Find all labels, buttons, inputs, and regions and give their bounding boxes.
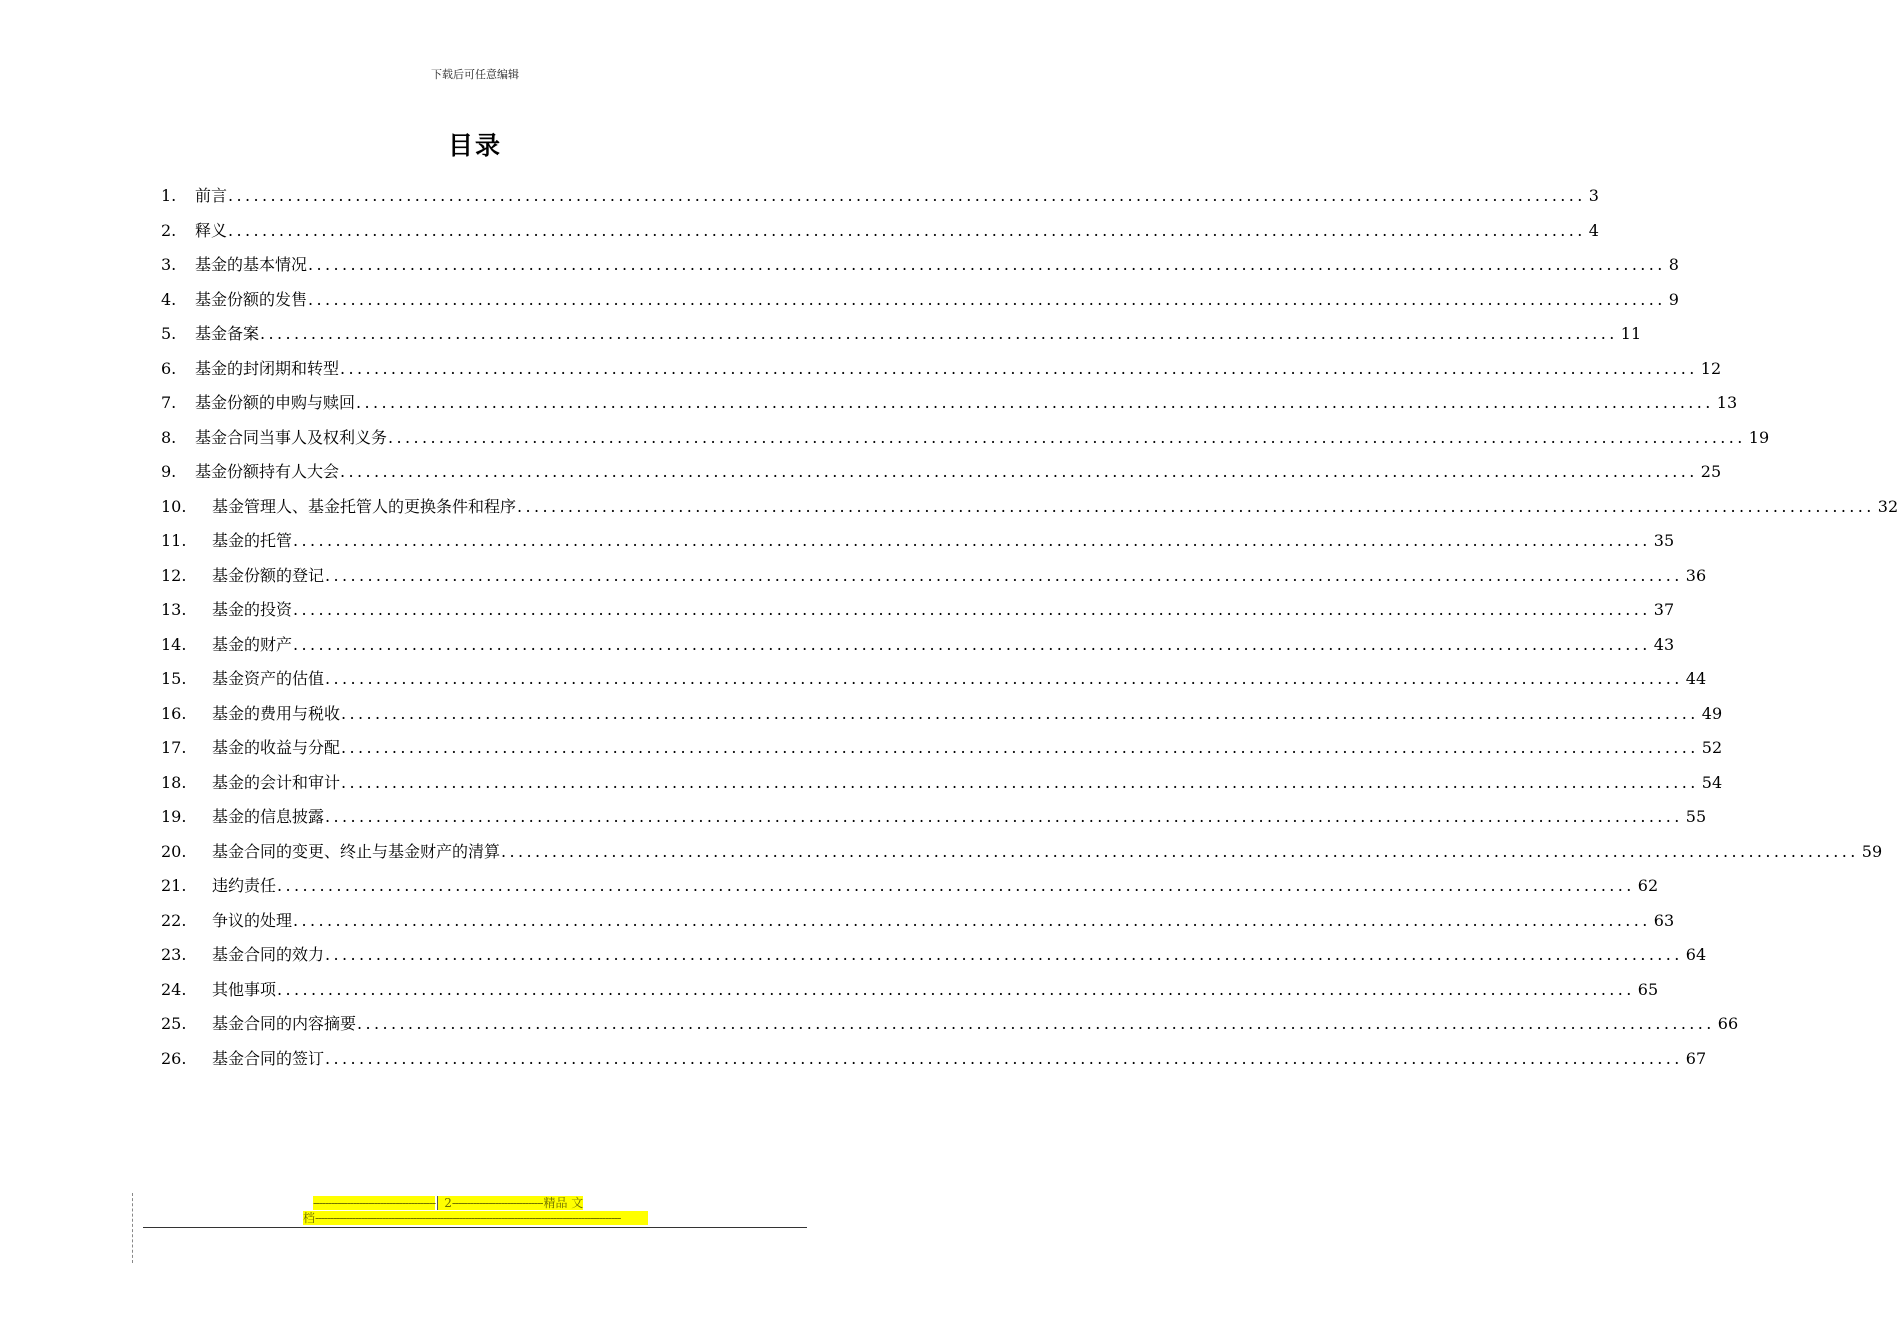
- table-of-contents: [161, 183, 1898, 1080]
- toc-entry-number: 14.: [161, 634, 187, 654]
- toc-title: 目录: [447, 131, 502, 160]
- toc-entry-label: 基金份额的登记: [212, 565, 325, 585]
- toc-dot-leader: ................................................................................................................................................................: [341, 703, 1699, 723]
- toc-entry[interactable]: [161, 252, 1679, 287]
- toc-entry[interactable]: [161, 597, 1675, 632]
- toc-entry-number: 19.: [161, 807, 187, 826]
- toc-entry-label: 基金合同的效力: [212, 945, 325, 964]
- toc-entry-number: 18.: [161, 772, 187, 792]
- toc-entry-label: 基金合同的签订: [212, 1048, 325, 1068]
- toc-entry-number: 17.: [161, 738, 187, 757]
- toc-entry[interactable]: [161, 839, 1883, 874]
- toc-dot-leader: ................................................................................................................................................................: [277, 876, 1635, 895]
- toc-entry-page: 63: [1653, 910, 1675, 930]
- toc-dot-leader: ................................................................................................................................................................: [341, 738, 1699, 757]
- toc-entry-page: 66: [1717, 1014, 1739, 1033]
- toc-entry-number: 7.: [161, 393, 177, 412]
- toc-entry-page: 12: [1700, 358, 1722, 378]
- toc-entry[interactable]: [161, 356, 1722, 391]
- toc-entry[interactable]: [161, 1046, 1707, 1081]
- toc-entry-number: 9.: [161, 462, 177, 481]
- footer-watermark-line-1: ---------------------------------------- 2------------------------------精品 文: [313, 1196, 584, 1210]
- toc-entry-label: 基金管理人、基金托管人的更换条件和程序: [212, 496, 517, 516]
- toc-dot-leader: ................................................................................................................................................................: [260, 324, 1618, 343]
- toc-entry-page: 65: [1637, 979, 1659, 999]
- toc-entry[interactable]: [161, 942, 1707, 977]
- toc-entry-page: 13: [1716, 393, 1738, 412]
- toc-entry-number: 20.: [161, 841, 187, 861]
- toc-entry[interactable]: [161, 735, 1723, 770]
- toc-entry-label: 基金的投资: [212, 600, 293, 619]
- toc-dot-leader: ................................................................................................................................................................: [325, 1048, 1683, 1068]
- toc-entry-label: 基金的封闭期和转型: [195, 358, 340, 378]
- toc-dot-leader: ................................................................................................................................................................: [388, 427, 1746, 447]
- toc-entry-label: 违约责任: [212, 876, 277, 895]
- toc-entry[interactable]: [161, 873, 1659, 908]
- toc-entry-label: 其他事项: [212, 979, 277, 999]
- toc-entry-number: 2.: [161, 220, 177, 240]
- toc-dot-leader: ................................................................................................................................................................: [277, 979, 1635, 999]
- toc-entry-label: 基金合同当事人及权利义务: [195, 427, 388, 447]
- toc-entry-page: 67: [1685, 1048, 1707, 1068]
- toc-entry[interactable]: [161, 563, 1707, 598]
- toc-entry-page: 9: [1668, 289, 1679, 309]
- toc-entry-page: 32: [1877, 496, 1898, 516]
- toc-entry-number: 5.: [161, 324, 177, 343]
- toc-entry-label: 基金合同的变更、终止与基金财产的清算: [212, 841, 501, 861]
- toc-entry-page: 37: [1653, 600, 1675, 619]
- footer-page-number: 2: [437, 1196, 452, 1210]
- toc-entry[interactable]: [161, 770, 1723, 805]
- footer-watermark-text-1: 精品 文: [543, 1196, 584, 1210]
- toc-entry-number: 8.: [161, 427, 177, 447]
- toc-entry-number: 25.: [161, 1014, 187, 1033]
- toc-entry-label: 基金的基本情况: [195, 255, 308, 274]
- toc-entry[interactable]: [161, 701, 1723, 736]
- toc-entry-page: 59: [1861, 841, 1883, 861]
- toc-entry-page: 4: [1588, 220, 1599, 240]
- toc-dot-leader: ................................................................................................................................................................: [293, 531, 1651, 550]
- toc-entry[interactable]: [161, 425, 1770, 460]
- toc-entry-number: 12.: [161, 565, 187, 585]
- footer-rule: [143, 1227, 807, 1228]
- toc-entry[interactable]: [161, 1011, 1739, 1046]
- toc-entry-page: 49: [1701, 703, 1723, 723]
- toc-dot-leader: ................................................................................................................................................................: [308, 255, 1666, 274]
- toc-entry-label: 基金的收益与分配: [212, 738, 341, 757]
- toc-dot-leader: ................................................................................................................................................................: [501, 841, 1859, 861]
- toc-entry-page: 8: [1668, 255, 1679, 274]
- toc-entry-label: 基金的财产: [212, 634, 293, 654]
- toc-entry-number: 22.: [161, 910, 187, 930]
- toc-entry-number: 4.: [161, 289, 177, 309]
- toc-entry-label: 基金合同的内容摘要: [212, 1014, 357, 1033]
- toc-entry-page: 35: [1653, 531, 1675, 550]
- toc-entry-label: 基金的会计和审计: [212, 772, 341, 792]
- toc-entry[interactable]: [161, 459, 1722, 494]
- toc-entry-label: 基金份额的发售: [195, 289, 308, 309]
- toc-entry[interactable]: [161, 632, 1675, 667]
- toc-entry[interactable]: [161, 977, 1659, 1012]
- toc-entry-page: 44: [1685, 669, 1707, 688]
- toc-entry-number: 21.: [161, 876, 187, 895]
- toc-dot-leader: ................................................................................................................................................................: [325, 945, 1683, 964]
- footer-watermark-line-2: 档----------------------------------------------------------------------------------------------------: [303, 1211, 648, 1225]
- toc-entry-number: 13.: [161, 600, 187, 619]
- toc-entry-number: 26.: [161, 1048, 187, 1068]
- toc-dot-leader: ................................................................................................................................................................: [293, 910, 1651, 930]
- footer-margin-marker: [132, 1193, 133, 1263]
- toc-entry[interactable]: [161, 183, 1599, 218]
- toc-dot-leader: ................................................................................................................................................................: [293, 600, 1651, 619]
- toc-entry-number: 1.: [161, 186, 177, 205]
- toc-entry[interactable]: [161, 218, 1599, 253]
- toc-entry-label: 基金的费用与税收: [212, 703, 341, 723]
- toc-entry-label: 基金备案: [195, 324, 260, 343]
- toc-entry[interactable]: [161, 321, 1642, 356]
- toc-entry-number: 3.: [161, 255, 177, 274]
- toc-entry[interactable]: [161, 804, 1707, 839]
- toc-dot-leader: ................................................................................................................................................................: [308, 289, 1666, 309]
- toc-entry-label: 释义: [195, 220, 228, 240]
- toc-entry-page: 19: [1748, 427, 1770, 447]
- toc-entry[interactable]: [161, 666, 1707, 701]
- toc-dot-leader: ................................................................................................................................................................: [228, 186, 1586, 205]
- toc-dot-leader: ................................................................................................................................................................: [293, 634, 1651, 654]
- toc-dot-leader: ................................................................................................................................................................: [325, 807, 1683, 826]
- toc-entry[interactable]: [161, 287, 1679, 322]
- toc-entry-page: 52: [1701, 738, 1723, 757]
- page-header-note: 下载后可任意编辑: [431, 68, 519, 81]
- toc-dot-leader: ................................................................................................................................................................: [341, 772, 1699, 792]
- toc-entry-number: 15.: [161, 669, 187, 688]
- toc-dot-leader: ................................................................................................................................................................: [356, 393, 1714, 412]
- toc-dot-leader: ................................................................................................................................................................: [340, 462, 1698, 481]
- toc-entry-page: 64: [1685, 945, 1707, 964]
- toc-entry[interactable]: [161, 528, 1675, 563]
- toc-entry-page: 3: [1588, 186, 1599, 205]
- toc-entry-page: 36: [1685, 565, 1707, 585]
- toc-entry[interactable]: [161, 494, 1898, 529]
- toc-entry-page: 11: [1620, 324, 1642, 343]
- toc-dot-leader: ................................................................................................................................................................: [228, 220, 1586, 240]
- toc-dot-leader: ................................................................................................................................................................: [517, 496, 1875, 516]
- toc-entry-number: 16.: [161, 703, 187, 723]
- toc-dot-leader: ................................................................................................................................................................: [325, 565, 1683, 585]
- toc-entry-page: 62: [1637, 876, 1659, 895]
- toc-dot-leader: ................................................................................................................................................................: [340, 358, 1698, 378]
- toc-entry-label: 基金份额的申购与赎回: [195, 393, 356, 412]
- toc-entry-number: 23.: [161, 945, 187, 964]
- toc-entry-label: 前言: [195, 186, 228, 205]
- toc-entry[interactable]: [161, 908, 1675, 943]
- toc-entry-page: 43: [1653, 634, 1675, 654]
- toc-dot-leader: ................................................................................................................................................................: [325, 669, 1683, 688]
- toc-entry-page: 25: [1700, 462, 1722, 481]
- footer-watermark-text-2: 档: [303, 1211, 316, 1225]
- toc-entry-label: 基金资产的估值: [212, 669, 325, 688]
- toc-dot-leader: ................................................................................................................................................................: [357, 1014, 1715, 1033]
- toc-entry-label: 基金的信息披露: [212, 807, 325, 826]
- toc-entry-number: 24.: [161, 979, 187, 999]
- toc-entry-page: 55: [1685, 807, 1707, 826]
- toc-entry-number: 6.: [161, 358, 177, 378]
- toc-entry-number: 10.: [161, 496, 187, 516]
- toc-entry-label: 基金的托管: [212, 531, 293, 550]
- toc-entry-label: 基金份额持有人大会: [195, 462, 340, 481]
- toc-entry[interactable]: [161, 390, 1738, 425]
- toc-entry-label: 争议的处理: [212, 910, 293, 930]
- toc-entry-page: 54: [1701, 772, 1723, 792]
- toc-entry-number: 11.: [161, 531, 187, 550]
